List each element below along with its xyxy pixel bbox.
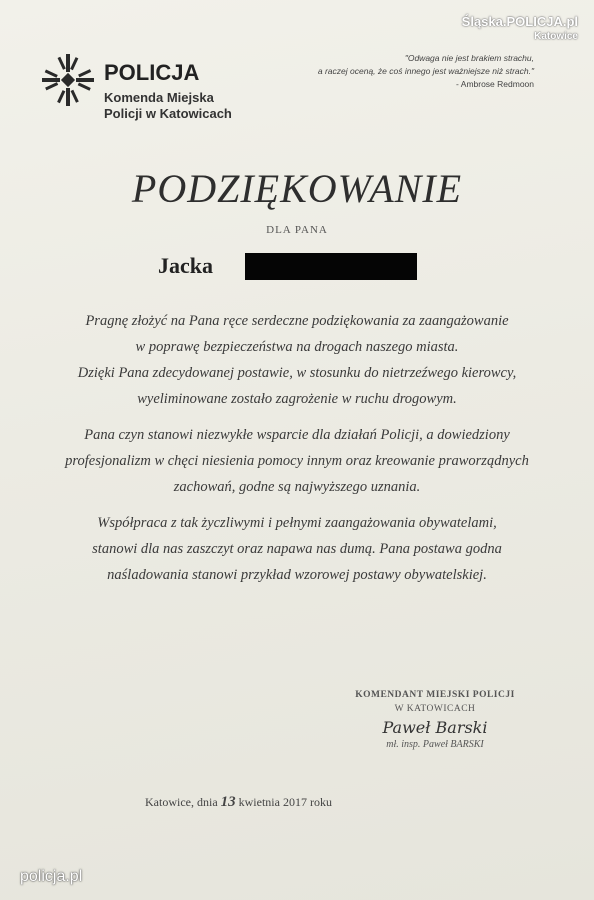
body-line: naśladowania stanowi przykład wzorowej postawy obywatelskiej.: [107, 567, 487, 583]
quote-author: - Ambrose Redmoon: [456, 79, 534, 89]
handwritten-signature: Paweł Barski: [382, 718, 488, 737]
police-star-icon: [40, 52, 96, 108]
motto-quote: [244, 52, 534, 91]
issue-date: [145, 794, 332, 811]
date-day: 13: [220, 794, 236, 810]
watermark-site: Śląska.POLICJA.pl: [461, 14, 578, 29]
body-line: Pana czyn stanowi niezwykłe wsparcie dla działań Policji, a dowiedziony: [84, 427, 510, 443]
body-line: zachowań, godne są najwyższego uznania.: [173, 479, 421, 495]
body-line: stanowi dla nas zaszczyt oraz napawa nas dumą. Pana postawa godna: [92, 541, 502, 557]
org-unit: [104, 90, 304, 122]
paragraph-3: [0, 510, 594, 588]
paragraph-1: [0, 308, 594, 412]
recipient-name: Jacka: [158, 253, 213, 278]
quote-line2: a raczej oceną, że coś innego jest ważniejsze niż strach.": [317, 66, 534, 76]
body-line: w poprawę bezpieczeństwa na drogach naszego miasta.: [135, 339, 459, 355]
date-rest: kwietnia 2017 roku: [238, 795, 332, 809]
org-name: POLICJA: [104, 60, 200, 85]
watermark-top: [462, 14, 578, 42]
signature-block: [300, 690, 570, 750]
document-title: PODZIĘKOWANIE: [131, 166, 463, 211]
signatory-name: mł. insp. Paweł BARSKI: [386, 739, 484, 750]
paragraph-2: [0, 422, 594, 500]
body-line: Pragnę złożyć na Pana ręce serdeczne podziękowania za zaangażowanie: [85, 313, 509, 329]
watermark-footer: policja.pl: [20, 868, 83, 885]
body-line: Współpraca z tak życzliwymi i pełnymi zaangażowania obywatelami,: [97, 515, 497, 531]
signature-title-2: W KATOWICACH: [394, 704, 476, 714]
org-unit-line1: Komenda Miejska: [104, 90, 214, 105]
watermark-city: Katowice: [534, 31, 578, 42]
redaction-bar: [245, 253, 417, 280]
quote-line1: "Odwaga nie jest brakiem strachu,: [404, 53, 534, 63]
body-line: wyeliminowane zostało zagrożenie w ruchu drogowym.: [137, 391, 457, 407]
signature-title-1: KOMENDANT MIEJSKI POLICJI: [355, 690, 515, 700]
body-line: profesjonalizm w chęci niesienia pomocy innym oraz kreowanie praworządnych: [65, 453, 529, 469]
document-subtitle: DLA PANA: [266, 224, 328, 236]
org-unit-line2: Policji w Katowicach: [104, 106, 232, 121]
body-line: Dzięki Pana zdecydowanej postawie, w stosunku do nietrzeźwego kierowcy,: [77, 365, 517, 381]
date-prefix: Katowice, dnia: [145, 795, 218, 809]
letter-body: [0, 308, 594, 598]
